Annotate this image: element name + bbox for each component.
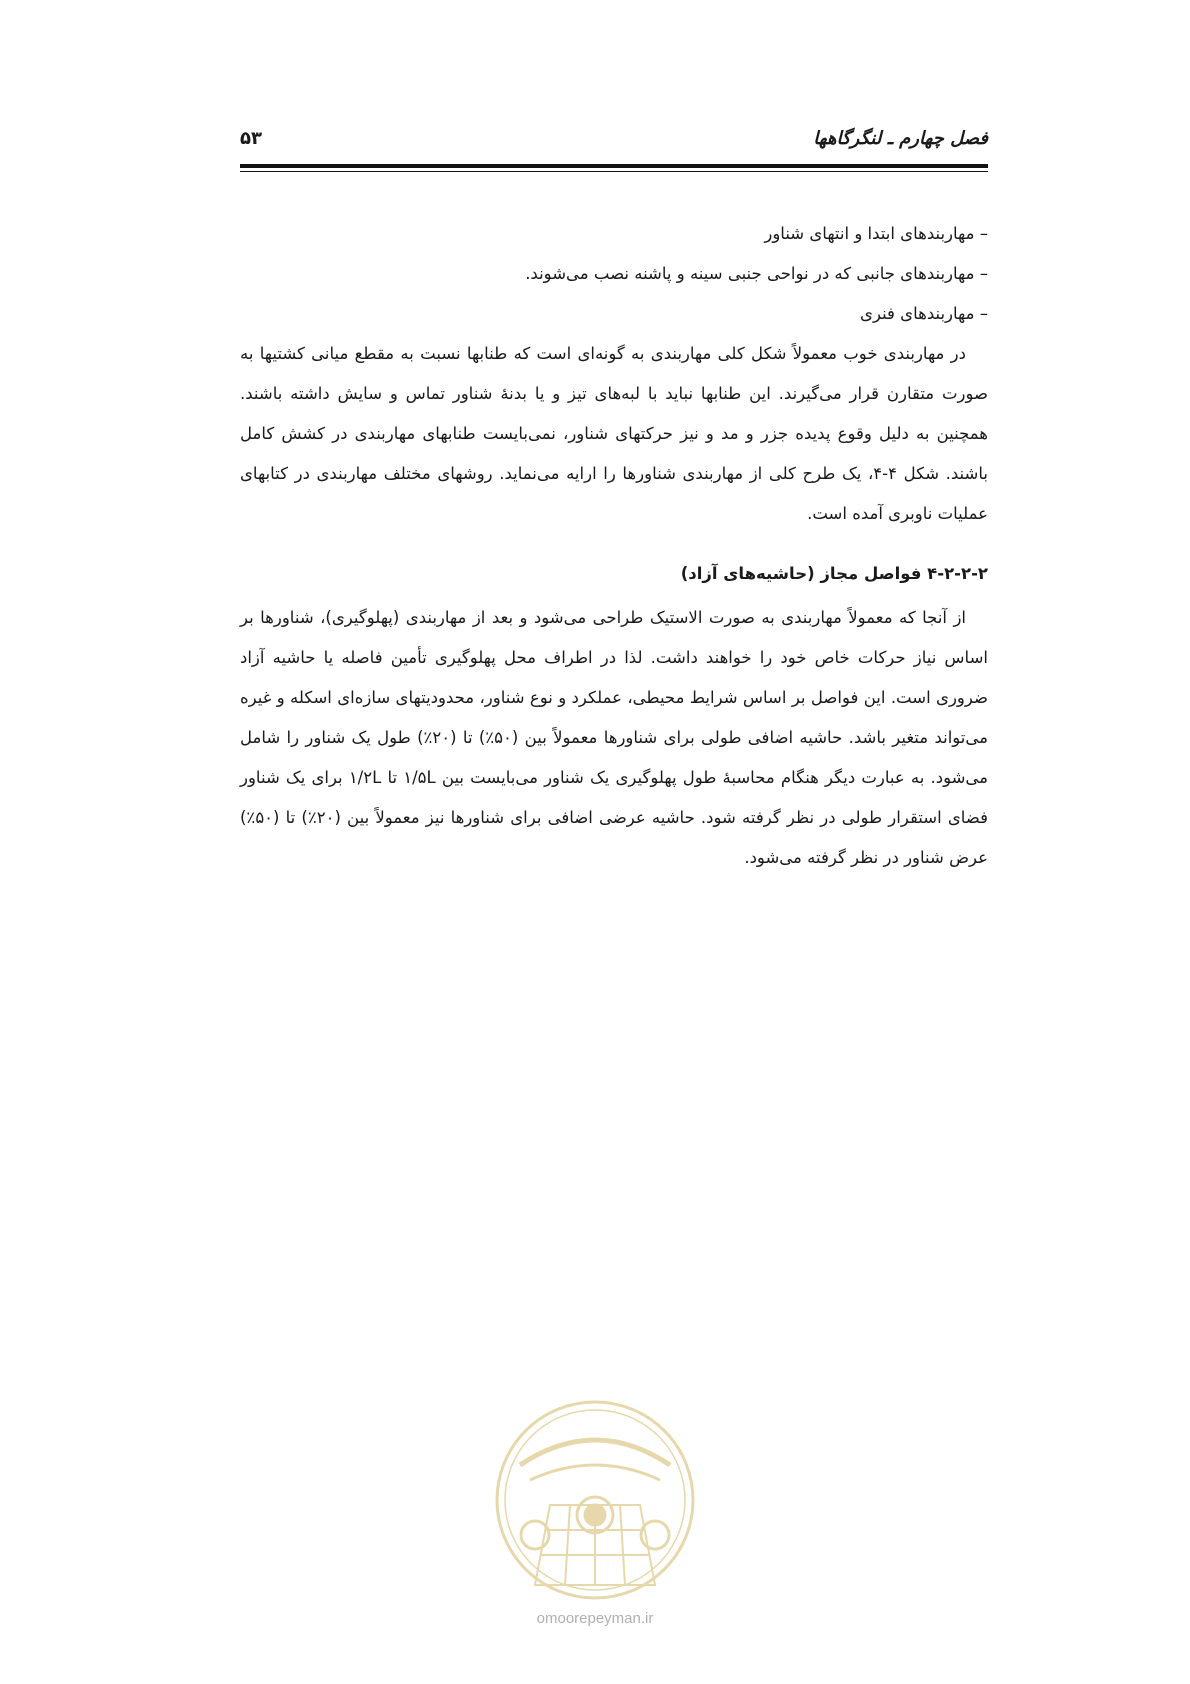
chapter-title: فصل چهارم ـ لنگرگاهها <box>813 128 988 149</box>
page-body <box>240 214 988 878</box>
page-header <box>240 128 988 158</box>
watermark-url: omoorepeyman.ir <box>536 1610 654 1627</box>
page-number: ۵۳ <box>240 128 262 149</box>
header-rule-thin <box>240 171 988 172</box>
section-heading: ۴-۲-۲-۲ فواصل مجاز (حاشیه‌های آزاد) <box>680 564 988 583</box>
bullet-item: – مهاربندهای جانبی که در نواحی جنبی سینه و پاشنه نصب می‌شوند. <box>525 264 988 283</box>
header-rule-thick <box>240 164 988 168</box>
bullet-item: – مهاربندهای فنری <box>860 304 988 323</box>
body-paragraph: در مهاربندی خوب معمولاً شکل کلی مهاربندی به گونه‌ای است که طنابها نسبت به مقطع میانی کشتیها به صورت متقارن قرار می‌گیرند. این طنابها نباید با لبه‌های تیز و یا بدنهٔ شناور تماس و سایش داشته باشند. همچنین به دلیل وقوع پدیده جزر و مد و نیز حرکتهای شناور، نمی‌بایست طنابهای مهاربندی در کشش کامل باشند. شکل ۴-۴، یک طرح کلی از مهاربندی شناورها را ارایه می‌نماید. روشهای مختلف مهاربندی در کتابهای عملیات ناوبری آمده است. <box>240 344 988 523</box>
watermark-logo <box>490 1395 700 1605</box>
body-paragraph: از آنجا که معمولاً مهاربندی به صورت الاستیک طراحی می‌شود و بعد از مهاربندی (پهلوگیری)، شناورها بر اساس نیاز حرکات خاص خود را خواهند داشت. لذا در اطراف محل پهلوگیری تأمین فاصله یا حاشیه آزاد ضروری است. این فواصل بر اساس شرایط محیطی، عملکرد و نوع شناور، محدودیتهای سازه‌ای اسکله و غیره می‌تواند متغیر باشد. حاشیه اضافی طولی برای شناورها معمولاً بین (۵۰٪) تا (۲۰٪) طول یک شناور را شامل می‌شود. به عبارت دیگر هنگام محاسبهٔ طول پهلوگیری یک شناور می‌بایست بین ۱/۵L تا ۱/۲L برای یک شناور فضای استقرار طولی در نظر گرفته شود. حاشیه عرضی اضافی برای شناورها نیز معمولاً بین (۲۰٪) تا (۵۰٪) عرض شناور در نظر گرفته می‌شود. <box>240 608 989 867</box>
bullet-item: – مهاربندهای ابتدا و انتهای شناور <box>764 224 988 243</box>
